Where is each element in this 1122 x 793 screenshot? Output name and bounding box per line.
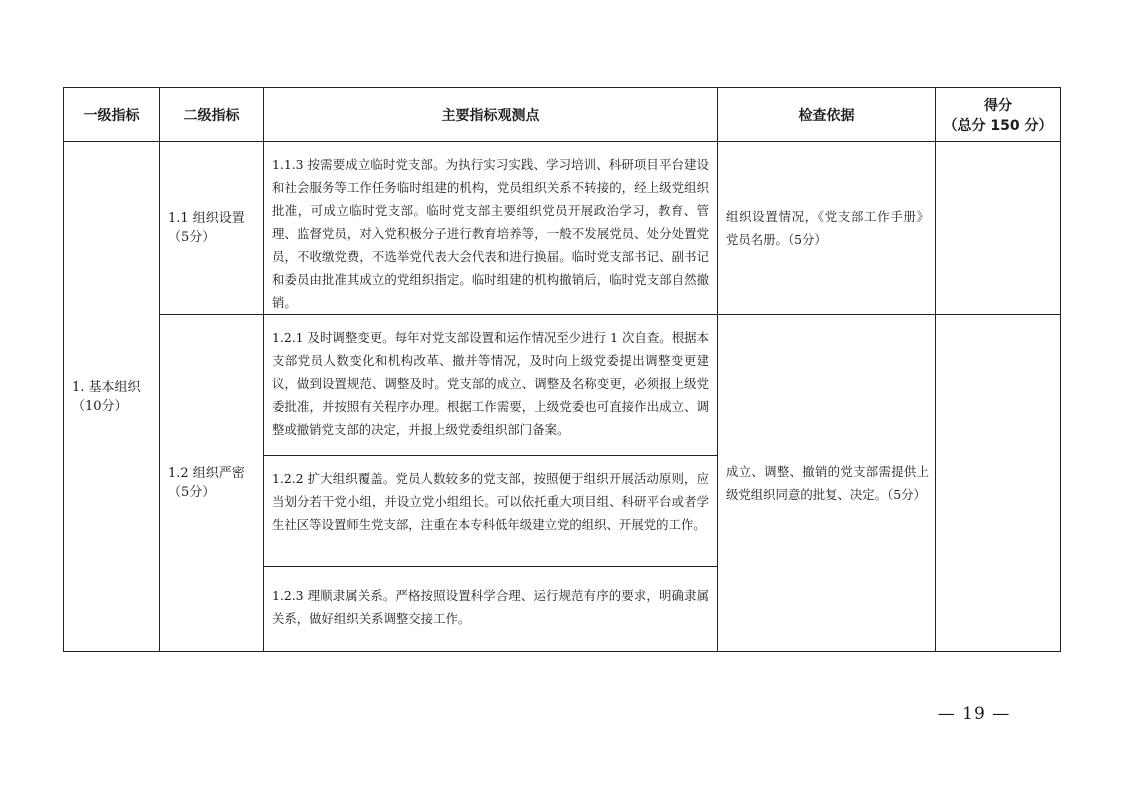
evaluation-table	[63, 87, 1061, 652]
level2-cell-organization-setup	[160, 142, 264, 315]
observation-1-2-2: 1.2.2 扩大组织覆盖。党员人数较多的党支部，按照便于组织开展活动原则，应当划分若干党小组，并设立党小组组长。可以依托重大项目组、科研平台或者学生社区等设置师生党支部，注重在本专科低年级建立党的组织、开展党的工作。	[264, 456, 718, 567]
level2-name: 1.1 组织设置	[168, 211, 245, 226]
basis-organization-rigor: 成立、调整、撤销的党支部需提供上级党组织同意的批复、决定。（5分）	[718, 315, 936, 652]
header-score-total: （总分 150 分）	[943, 117, 1053, 134]
observation-1-1-3: 1.1.3 按需要成立临时党支部。为执行实习实践、学习培训、科研项目平台建设和社会服务等工作任务临时组建的机构，党员组织关系不转接的，经上级党组织批准，可成立临时党支部。临时党支部主要组织党员开展政治学习，教育、管理、监督党员，对入党积极分子进行教育培养等，一般不发展党员、处分处置党员，不收缴党费，不选举党代表大会代表和进行换届。临时党支部书记、副书记和委员由批准其成立的党组织指定。临时组建的机构撤销后，临时党支部自然撤销。	[264, 142, 718, 315]
observation-1-2-1: 1.2.1 及时调整变更。每年对党支部设置和运作情况至少进行 1 次自查。根据本支部党员人数变化和机构改革、撤并等情况，及时向上级党委提出调整变更建议，做到设置规范、调整及时。党支部的成立、调整及名称变更，必须报上级党委批准，并按照有关程序办理。根据工作需要，上级党委也可直接作出成立、调整或撤销党支部的决定，并报上级党委组织部门备案。	[264, 315, 718, 456]
table-row	[64, 142, 1061, 315]
level1-name: 1. 基本组织	[72, 379, 141, 395]
header-score	[936, 88, 1061, 142]
header-observation-points: 主要指标观测点	[264, 88, 718, 142]
header-level1: 一级指标	[64, 88, 160, 142]
level1-points: （10分）	[72, 398, 128, 414]
score-cell	[936, 315, 1061, 652]
level1-cell	[64, 142, 160, 652]
table-row	[64, 315, 1061, 456]
header-level2: 二级指标	[160, 88, 264, 142]
header-score-label: 得分	[984, 97, 1012, 114]
level2-points: （5分）	[168, 485, 216, 500]
score-cell	[936, 142, 1061, 315]
observation-1-2-3: 1.2.3 理顺隶属关系。严格按照设置科学合理、运行规范有序的要求，明确隶属关系，做好组织关系调整交接工作。	[264, 567, 718, 652]
header-inspection-basis: 检查依据	[718, 88, 936, 142]
basis-organization-setup: 组织设置情况，《党支部工作手册》党员名册。（5分）	[718, 142, 936, 315]
level2-points: （5分）	[168, 230, 216, 245]
level2-name: 1.2 组织严密	[168, 466, 245, 481]
level2-cell-organization-rigor	[160, 315, 264, 652]
page-number: — 19 —	[937, 704, 1011, 724]
header-row	[64, 88, 1061, 142]
